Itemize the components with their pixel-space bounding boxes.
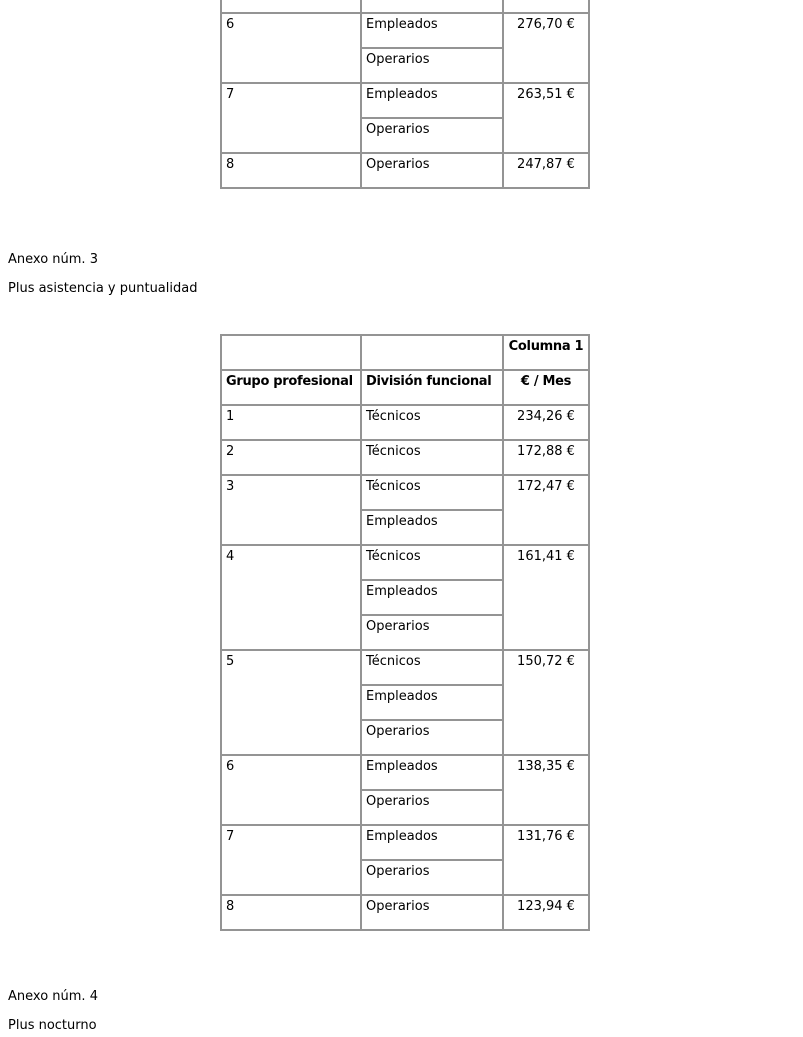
cell-division-funcional: Empleados [361,510,503,545]
annex3-subheading: Plus asistencia y puntualidad [8,281,198,296]
cell-valor-mes: 247,87 € [503,153,589,188]
cell-valor-mes: 131,76 € [503,825,589,895]
table-row [221,13,589,48]
column-header-grupo-profesional: Grupo profesional [221,370,361,405]
cell-grupo-profesional: 6 [221,13,361,83]
table-row [221,895,589,930]
cell-empty [361,335,503,370]
table-plus-asistencia-body [221,405,589,930]
cell-valor-mes: 172,88 € [503,440,589,475]
table-row [221,405,589,440]
table-plus-asistencia [220,334,590,931]
cell-division-funcional: Empleados [361,685,503,720]
column-header-columna1: Columna 1 [503,335,589,370]
table-row [221,153,589,188]
cell-valor-mes: 263,51 € [503,83,589,153]
table-row [221,545,589,580]
cell-division-funcional: Operarios [361,860,503,895]
cell-valor-mes: 234,26 € [503,405,589,440]
cell-grupo-profesional: 8 [221,895,361,930]
cell-division-funcional: Empleados [361,13,503,48]
cell-grupo-profesional: 1 [221,405,361,440]
cell-division-funcional: Empleados [361,755,503,790]
table-continued-top-body [221,0,589,188]
annex3-heading: Anexo núm. 3 [8,252,98,267]
cell-division-funcional: Empleados [361,580,503,615]
cell-division-funcional: Operarios [361,895,503,930]
cell-division-funcional: Operarios [361,615,503,650]
cell-grupo-profesional: 8 [221,153,361,188]
cell-empty [221,335,361,370]
cell-division-funcional: Operarios [361,153,503,188]
table-row-cutoff [221,0,589,13]
annex4-subheading: Plus nocturno [8,1018,97,1033]
annex4-heading: Anexo núm. 4 [8,989,98,1004]
cell-cutoff [361,0,503,13]
table-header-row-top [221,335,589,370]
cell-valor-mes: 150,72 € [503,650,589,755]
cell-grupo-profesional: 6 [221,755,361,825]
cell-grupo-profesional: 4 [221,545,361,650]
cell-valor-mes: 123,94 € [503,895,589,930]
cell-division-funcional: Operarios [361,720,503,755]
cell-division-funcional: Operarios [361,48,503,83]
column-header-division-funcional: División funcional [361,370,503,405]
cell-grupo-profesional: 7 [221,83,361,153]
cell-division-funcional: Técnicos [361,405,503,440]
cell-division-funcional: Empleados [361,825,503,860]
cell-cutoff [503,0,589,13]
table-row [221,440,589,475]
cell-valor-mes: 161,41 € [503,545,589,650]
table-plus-asistencia-head [221,335,589,405]
column-header-euro-mes: € / Mes [503,370,589,405]
cell-division-funcional: Técnicos [361,440,503,475]
cell-valor-mes: 138,35 € [503,755,589,825]
cell-grupo-profesional: 3 [221,475,361,545]
table-row [221,755,589,790]
cell-grupo-profesional: 7 [221,825,361,895]
cell-division-funcional: Técnicos [361,545,503,580]
cell-cutoff [221,0,361,13]
cell-valor-mes: 172,47 € [503,475,589,545]
cell-division-funcional: Técnicos [361,650,503,685]
cell-division-funcional: Operarios [361,790,503,825]
cell-division-funcional: Operarios [361,118,503,153]
cell-division-funcional: Empleados [361,83,503,118]
cell-division-funcional: Técnicos [361,475,503,510]
table-row [221,825,589,860]
table-row [221,83,589,118]
table-header-row [221,370,589,405]
table-row [221,475,589,510]
table-row [221,650,589,685]
cell-grupo-profesional: 2 [221,440,361,475]
cell-valor-mes: 276,70 € [503,13,589,83]
table-continued-top [220,0,590,189]
cell-grupo-profesional: 5 [221,650,361,755]
